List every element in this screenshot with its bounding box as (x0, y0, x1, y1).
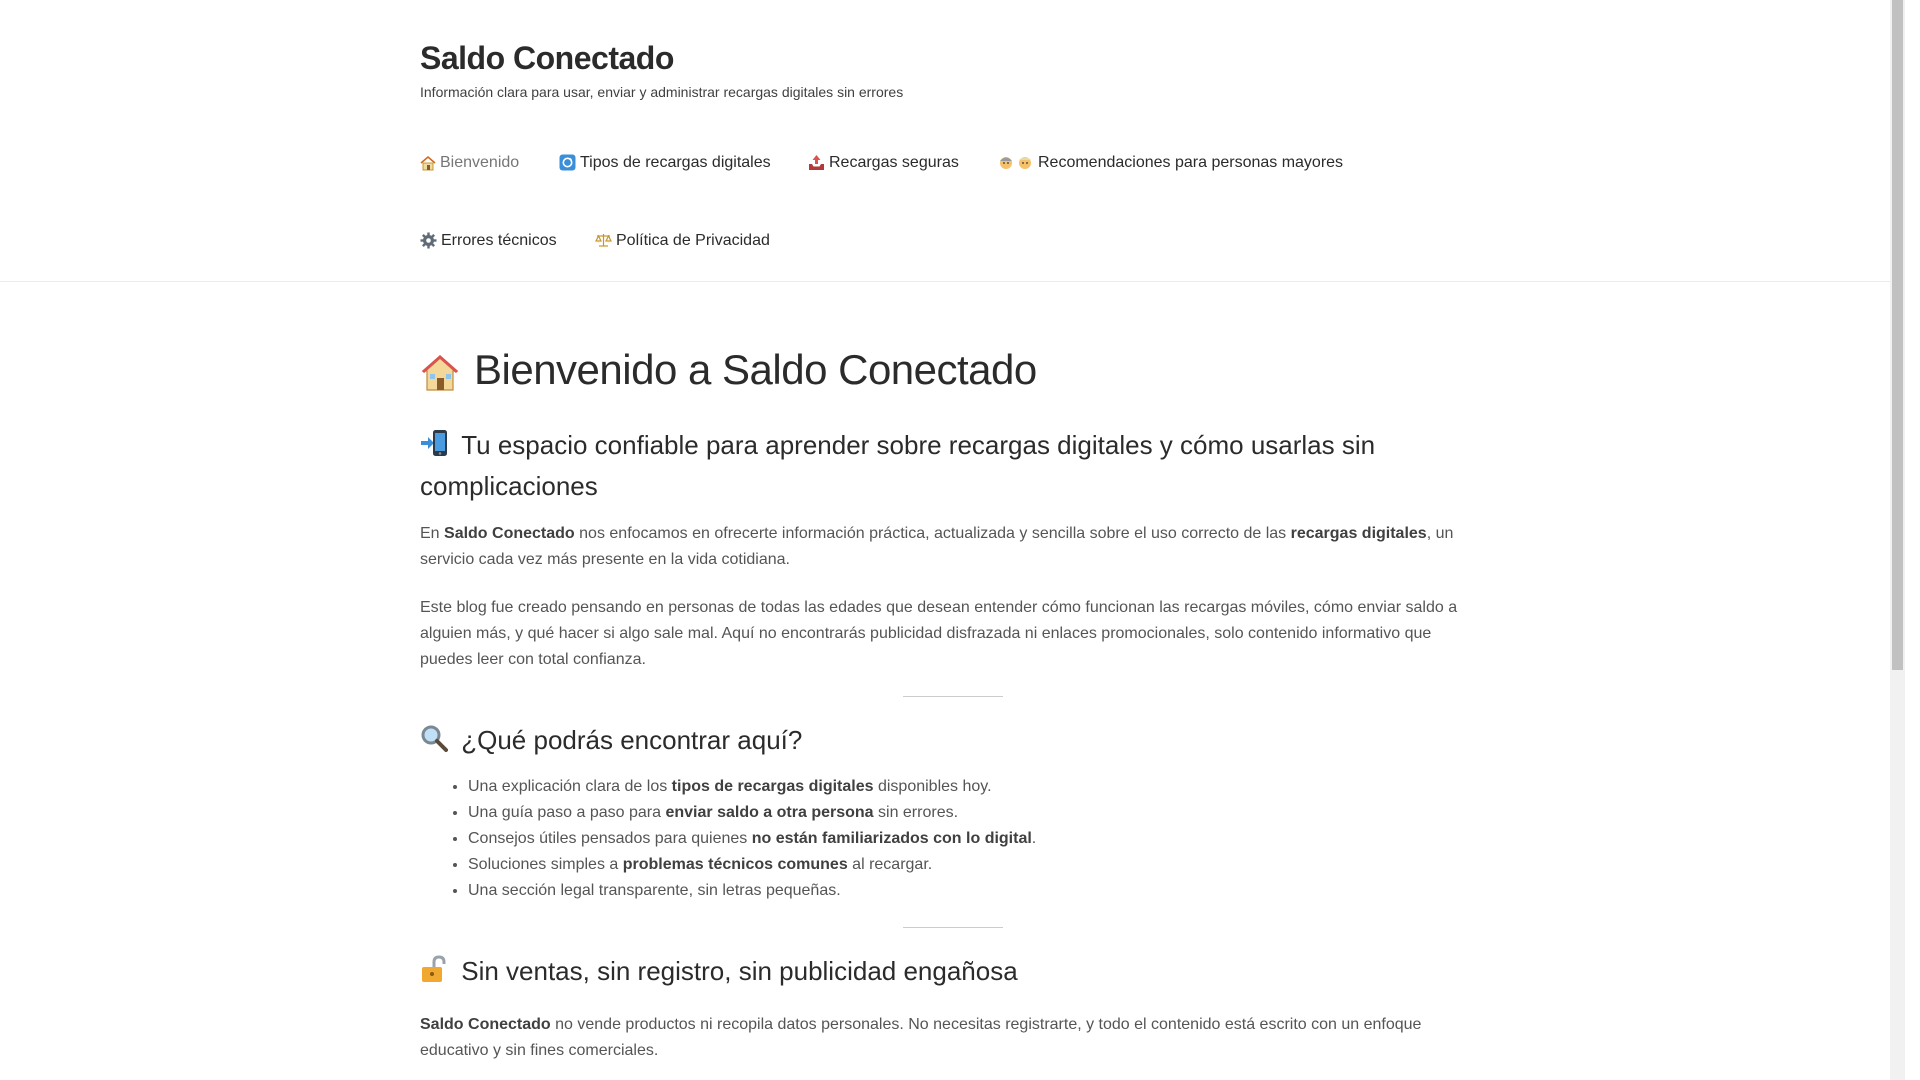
nav-item-recargas-seguras[interactable] (808, 154, 959, 172)
vertical-scrollbar[interactable] (1890, 0, 1905, 1080)
list-item (468, 852, 1036, 878)
separator (903, 927, 1003, 928)
balance-scale-icon (595, 232, 612, 250)
text: disponibles hoy. (873, 778, 992, 795)
text: Una explicación clara de los (468, 778, 672, 795)
subtitle-heading (420, 425, 1480, 507)
nav-label: Recargas seguras (829, 154, 959, 171)
brand-name: Saldo Conectado (444, 525, 575, 542)
nav-label: Recomendaciones para personas mayores (1038, 154, 1344, 171)
page-title-text: Bienvenido a Saldo Conectado (474, 346, 1037, 393)
text: al recargar. (847, 856, 933, 873)
mobile-phone-arrow-icon (420, 430, 455, 460)
features-list (420, 774, 1036, 904)
text: no vende productos ni recopila datos personales. No necesitas registrarte, y todo el contenido está escrito con un enfoque educativo y sin fines comerciales. (420, 1016, 1422, 1059)
nav-item-tipos-recargas[interactable] (559, 154, 771, 172)
intro-paragraph-1 (420, 521, 1460, 573)
magnifying-glass-icon (420, 725, 455, 755)
older-people-icon (998, 154, 1034, 172)
nav-item-bienvenido[interactable] (420, 154, 519, 172)
nosales-paragraph (420, 1012, 1460, 1064)
list-item (468, 800, 1036, 826)
emphasis: no están familiarizados con lo digital (751, 830, 1032, 847)
site-title[interactable]: Saldo Conectado (420, 40, 674, 76)
nav-label: Bienvenido (440, 154, 520, 171)
emphasis: recargas digitales (1290, 525, 1427, 542)
text: , un servicio cada vez más presente en la vida cotidiana. (420, 525, 1454, 568)
emphasis: problemas técnicos comunes (622, 856, 848, 873)
nosales-heading-text: Sin ventas, sin registro, sin publicidad engañosa (461, 956, 1018, 986)
house-icon (420, 346, 460, 394)
outbox-tray-icon (808, 154, 825, 172)
emphasis: enviar saldo a otra persona (665, 804, 874, 821)
list-item (468, 878, 1036, 904)
page-title (420, 346, 1037, 394)
nav-label: Política de Privacidad (616, 232, 770, 249)
nav-item-personas-mayores[interactable] (998, 154, 1343, 172)
scrollbar-thumb[interactable] (1892, 0, 1903, 670)
lock-icon (420, 956, 455, 986)
find-heading-text: ¿Qué podrás encontrar aquí? (461, 725, 803, 755)
site-tagline: Información clara para usar, enviar y administrar recargas digitales sin errores (420, 84, 904, 100)
house-icon (420, 154, 436, 172)
text: Consejos útiles pensados para quienes (468, 830, 752, 847)
brand-name: Saldo Conectado (420, 1016, 551, 1033)
nav-label: Tipos de recargas digitales (580, 154, 771, 171)
intro-paragraph-2: Este blog fue creado pensando en personas de todas las edades que desean entender cómo funcionan las recargas móviles, cómo enviar saldo a alguien más, y qué hacer si algo sale mal. Aquí no encontrarás publicidad disfrazada ni enlaces promocionales, solo contenido informativo que puedes leer con total confianza. (420, 599, 1458, 668)
gear-icon (420, 232, 437, 250)
site-header (0, 0, 1905, 282)
text: . (1031, 830, 1037, 847)
text: Una sección legal transparente, sin letras pequeñas. (468, 882, 841, 899)
refresh-icon (559, 154, 576, 172)
nav-label: Errores técnicos (441, 232, 557, 249)
text: Soluciones simples a (468, 856, 623, 873)
list-item (468, 774, 1036, 800)
text: En (420, 525, 445, 542)
emphasis: tipos de recargas digitales (671, 778, 874, 795)
separator (903, 696, 1003, 697)
text: Una guía paso a paso para (468, 804, 666, 821)
text: sin errores. (873, 804, 959, 821)
nosales-heading (420, 951, 1018, 992)
list-item (468, 826, 1036, 852)
text: nos enfocamos en ofrecerte información práctica, actualizada y sencilla sobre el uso correcto de las (574, 525, 1291, 542)
find-heading (420, 720, 802, 761)
subtitle-text: Tu espacio confiable para aprender sobre recargas digitales y cómo usarlas sin complicaciones (420, 430, 1376, 501)
nav-item-errores-tecnicos[interactable] (420, 232, 557, 250)
nav-item-politica-privacidad[interactable] (595, 232, 770, 250)
